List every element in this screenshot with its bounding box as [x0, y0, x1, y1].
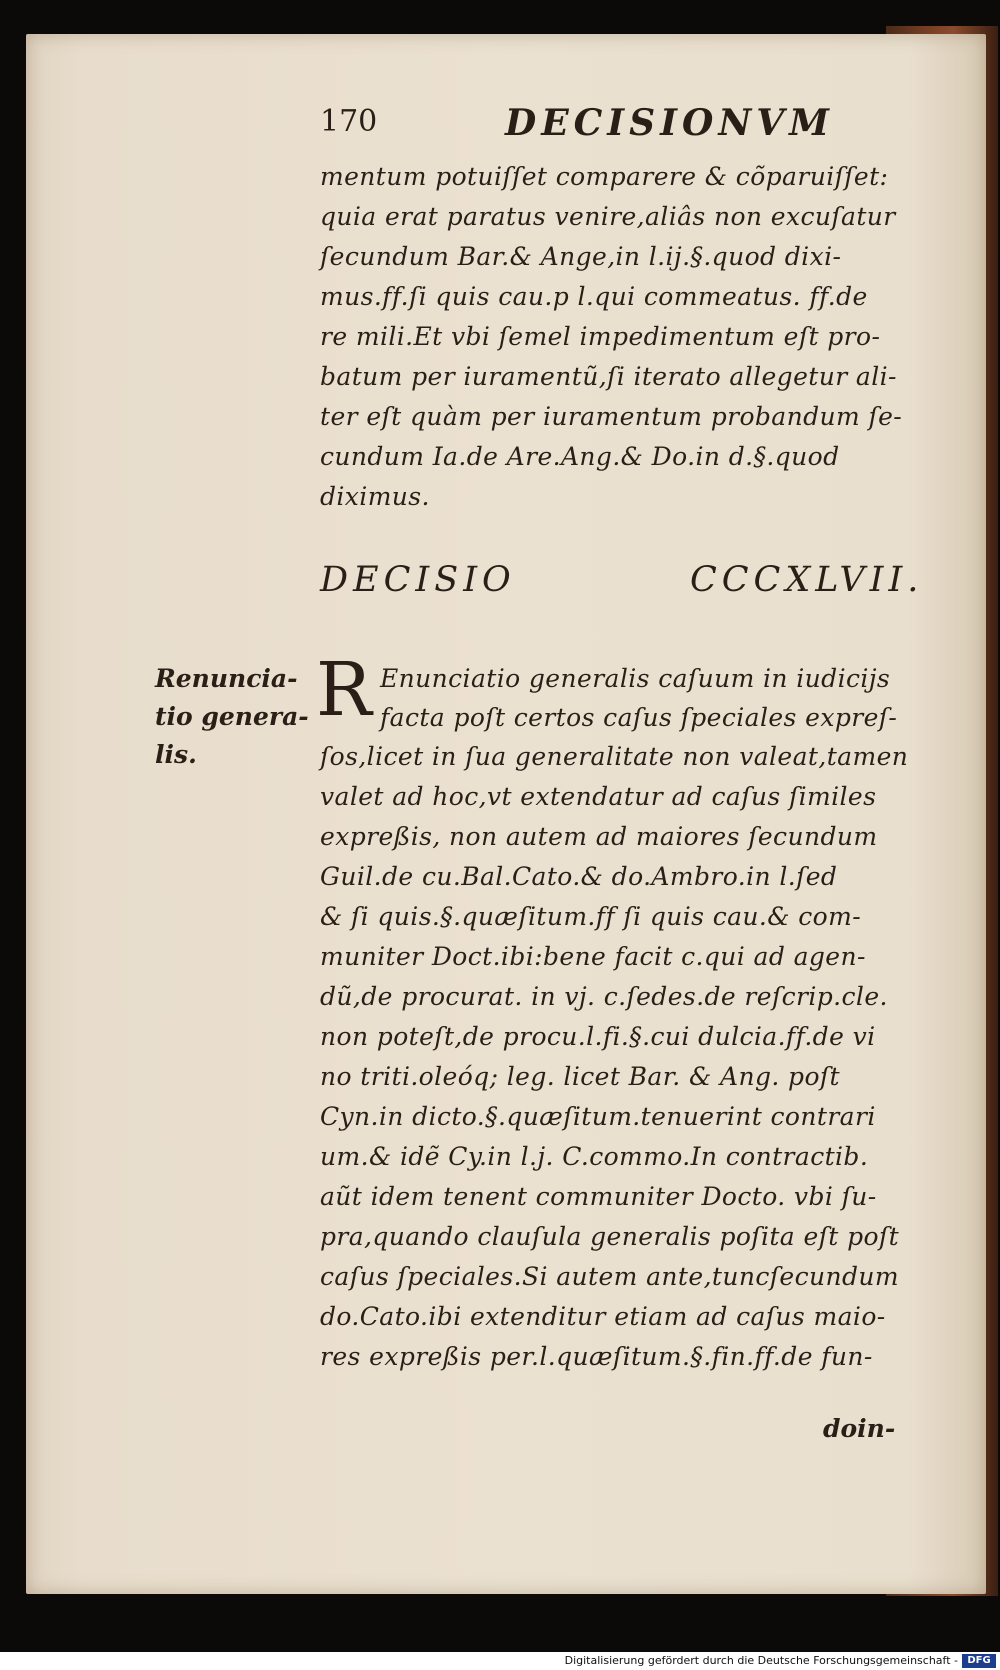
page-number: 170	[320, 104, 378, 139]
body-line: valet ad hoc,vt extendatur ad caſus ſimiles	[320, 782, 877, 811]
margin-note: lis.	[155, 740, 197, 769]
catchword: doin-	[823, 1414, 896, 1443]
body-line: & ſi quis.§.quæſitum.ff ſi quis cau.& com-	[320, 902, 862, 931]
body-line: re mili.Et vbi ſemel impedimentum eſt pro-	[320, 322, 881, 351]
body-line: um.& idẽ Cy.in l.j. C.commo.In contractib.	[320, 1142, 869, 1171]
body-line: ſos,licet in ſua generalitate non valeat,tamen	[320, 742, 909, 771]
margin-note: tio genera-	[155, 702, 309, 731]
body-line: batum per iuramentũ,ſi iterato allegetur ali-	[320, 362, 897, 391]
dfg-logo: DFG	[962, 1654, 996, 1668]
body-line: diximus.	[320, 482, 430, 511]
body-line: cundum Ia.de Are.Ang.& Do.in d.§.quod	[320, 442, 840, 471]
body-line: mentum potuiſſet comparere & cõparuiſſet:	[320, 162, 889, 191]
body-line: ſecundum Bar.& Ange,in l.ij.§.quod dixi-	[320, 242, 842, 271]
running-title: DECISIONVM	[505, 102, 835, 144]
body-line: expreßis, non autem ad maiores ſecundum	[320, 822, 878, 851]
decisio-number: CCCXLVII.	[690, 560, 924, 600]
body-line: Guil.de cu.Bal.Cato.& do.Ambro.in l.ſed	[320, 862, 838, 891]
body-line: ter eſt quàm per iuramentum probandum ſe-	[320, 402, 903, 431]
decisio-heading: DECISIO	[320, 560, 516, 600]
body-line: muniter Doct.ibi:bene facit c.qui ad agen-	[320, 942, 866, 971]
body-line: pra,quando clauſula generalis poſita eſt poſt	[320, 1222, 900, 1251]
body-line: Enunciatio generalis caſuum in iudicijs	[380, 664, 891, 693]
body-line: mus.ff.ſi quis cau.p l.qui commeatus. ff.de	[320, 282, 868, 311]
body-line: no triti.oleóq; leg. licet Bar. & Ang. poſt	[320, 1062, 840, 1091]
body-line: do.Cato.ibi extenditur etiam ad caſus maio-	[320, 1302, 886, 1331]
body-line: dũ,de procurat. in vj. c.ſedes.de reſcrip.cle.	[320, 982, 888, 1011]
body-line: caſus ſpeciales.Si autem ante,tuncſecundum	[320, 1262, 900, 1291]
funding-credit: Digitalisierung gefördert durch die Deutsche Forschungsgemeinschaft -	[564, 1654, 958, 1667]
body-line: res expreßis per.l.quæſitum.§.fin.ff.de fun-	[320, 1342, 873, 1371]
drop-cap-initial: R	[316, 647, 372, 733]
body-line: Cyn.in dicto.§.quæſitum.tenuerint contrari	[320, 1102, 876, 1131]
body-line: quia erat paratus venire,aliâs non excuſatur	[320, 202, 896, 231]
body-line: facta poſt certos caſus ſpeciales expreſ-	[380, 703, 898, 732]
margin-note: Renuncia-	[155, 664, 298, 693]
body-line: aũt idem tenent communiter Docto. vbi ſu-	[320, 1182, 877, 1211]
body-line: non poteſt,de procu.l.fi.§.cui dulcia.ff.de vi	[320, 1022, 876, 1051]
